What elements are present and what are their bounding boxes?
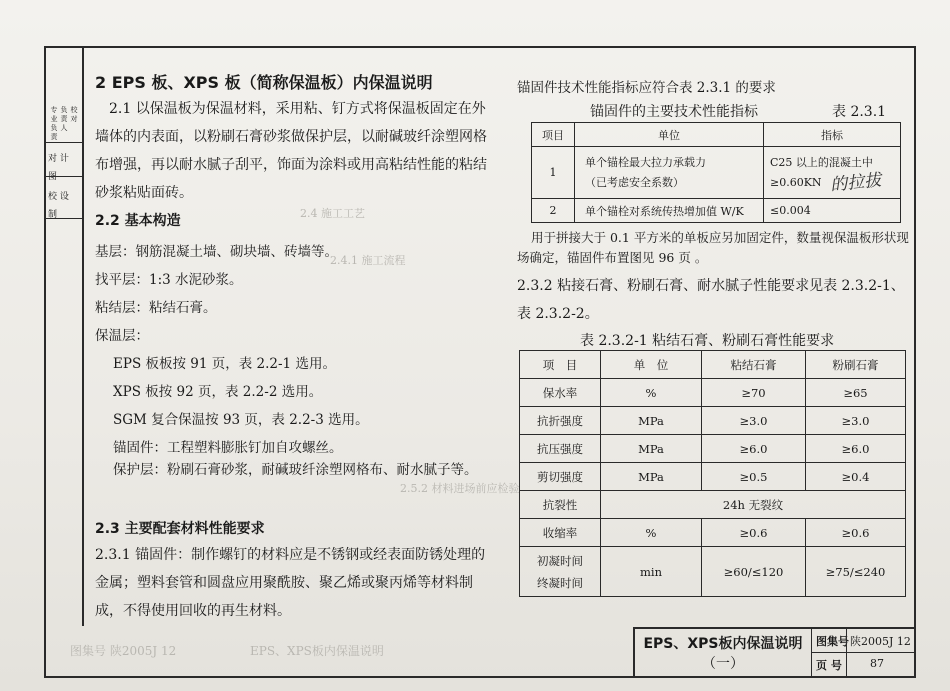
t2-cell: ≥6.0 xyxy=(702,435,806,463)
t2-head-unit: 单 位 xyxy=(601,351,702,379)
t2-cell: MPa xyxy=(601,463,702,491)
paragraph-2-1: 2.1 以保温板为保温材料，采用粘、钉方式将保温板固定在外墙体的内表面，以粉刷石膏砂浆做保护层，以耐碱玻纤涂塑网格布增强，再以耐水腻子刮平，饰面为涂料或用高粘结性能的粘结砂浆粘贴面砖。 xyxy=(95,101,487,201)
role-check: 对 xyxy=(48,154,58,164)
page-number: 87 xyxy=(870,657,884,670)
t2-cell: ≥3.0 xyxy=(806,407,906,435)
t2-cell: 抗压强度 xyxy=(520,435,601,463)
t2-cell: ≥60/≤120 xyxy=(702,547,806,597)
t2-cell: MPa xyxy=(601,435,702,463)
table1-number: 表 2.3.1 xyxy=(832,104,887,120)
t1-head-item: 项目 xyxy=(532,123,575,147)
t2-cell: min xyxy=(601,547,702,597)
text-protection-layer: 保护层：粉刷石膏砂浆，耐碱玻纤涂塑网格布、耐水腻子等。 xyxy=(113,462,478,478)
sheet-title: EPS、XPS板内保温说明 xyxy=(643,636,803,652)
t2-cell: ≥0.6 xyxy=(806,519,906,547)
atlas-number: 陕2005J 12 xyxy=(850,635,911,648)
table-row xyxy=(520,379,906,407)
t2-cell: ≥3.0 xyxy=(702,407,806,435)
table1-note: 用于拼接大于 0.1 平方米的单板应另加固定件，数量视保温板形状现场确定，锚固件布置图见 96 页 。 xyxy=(517,230,909,265)
title-block xyxy=(633,627,914,676)
table1-title: 锚固件的主要技术性能指标 xyxy=(590,104,758,120)
table2-title: 表 2.3.2-1 粘结石膏、粉刷石膏性能要求 xyxy=(580,333,835,349)
handwritten-note: 的拉拔 xyxy=(829,170,883,196)
text-leveling-layer: 找平层：1:3 水泥砂浆。 xyxy=(95,272,243,288)
t1-r1-unit2: （已考虑安全系数） xyxy=(585,175,684,189)
t2-head-item: 项 目 xyxy=(520,351,601,379)
role-proof: 校 xyxy=(48,192,58,202)
role-designer: 设 xyxy=(59,192,69,202)
table-row xyxy=(520,435,906,463)
t2-head-plaster: 粉刷石膏 xyxy=(806,351,906,379)
sidebar-label-2: 负责人 xyxy=(60,106,68,133)
t1-head-index: 指标 xyxy=(764,123,901,147)
t2-cell: 抗裂性 xyxy=(520,491,601,519)
table-row xyxy=(520,491,906,519)
subheading-2-2: 2.2 基本构造 xyxy=(95,213,181,229)
t1-r2-unit: 单个锚栓对系统传热增加值 W/K xyxy=(575,199,764,223)
t2-cell: ≥6.0 xyxy=(806,435,906,463)
t2-cell: ≥75/≤240 xyxy=(806,547,906,597)
t1-r1-unit1: 单个锚栓最大拉力承载力 xyxy=(585,155,706,169)
t2-cell: ≥0.5 xyxy=(702,463,806,491)
role-design: 计 xyxy=(59,154,69,164)
t2-cell: ≥70 xyxy=(702,379,806,407)
ghost-atlas: 图集号 陕2005J 12 xyxy=(70,644,177,658)
t2-cell: 收缩率 xyxy=(520,519,601,547)
table-row xyxy=(520,519,906,547)
t1-r1-ind2: ≥0.60KN xyxy=(770,175,822,189)
t2-cell: % xyxy=(601,519,702,547)
t1-r1-no: 1 xyxy=(532,147,575,199)
t2-cell: 剪切强度 xyxy=(520,463,601,491)
t1-r2-ind: ≤0.004 xyxy=(764,199,901,223)
t2-head-bond: 粘结石膏 xyxy=(702,351,806,379)
sidebar-label-1: 专业负责 xyxy=(50,106,58,142)
text-xps: XPS 板按 92 页，表 2.2-2 选用。 xyxy=(113,384,323,400)
table-intro: 锚固件技术性能指标应符合表 2.3.1 的要求 xyxy=(517,80,776,96)
table-row xyxy=(520,407,906,435)
role-drafter: 制 xyxy=(48,210,58,220)
t2-cell: 24h 无裂纹 xyxy=(601,491,906,519)
text-eps: EPS 板板按 91 页，表 2.2-1 选用。 xyxy=(113,356,336,372)
t2-cell: ≥0.6 xyxy=(702,519,806,547)
t2-cell: 抗折强度 xyxy=(520,407,601,435)
sidebar-label-3: 校对 xyxy=(70,106,78,124)
signature-strip xyxy=(44,46,84,626)
t2-cell: ≥0.4 xyxy=(806,463,906,491)
t2-cell: MPa xyxy=(601,407,702,435)
drawing-sheet: 专业负责 负责人 校对 对 计 图 校 设 制 2.4 施工工艺 2.4.1 施工流程 2.5.2 材料进场前应检验 图集号 陕2005J 12 EPS、XPS板内保温说明 2 EPS 板、XPS 板（简称保温板）内保温说明 2.1 以保温板为保温材料，采用粘、钉方式将保温板固定在外墙体的内表面，以粉刷石膏砂浆做保护层，以耐碱玻纤涂塑网格布增强，再以耐水腻子刮平，饰面为涂料或用高粘结性能的粘结砂浆粘贴面砖。 2.2 基本构造 基层：钢筋混凝土墙、砌块墙、砖墙等。 找平层：1:3 水泥砂浆。 粘结层：粘结石膏。 保温层： EPS 板板按 91 页，表 2.2-1 选用。 XPS 板按 92 页，表 2.2-2 选用。 SGM 复合保温按 93 页，表 2.2-3 选用。 锚固件：工程塑料膨胀钉加自攻螺丝。 保护层：粉刷石膏砂浆，耐碱玻纤涂塑网格布、耐水腻子等。 2.3 主要配套材料性能要求 2.3.1 锚固件：制作螺钉的材料应是不锈钢或经表面防锈处理的金属；塑料套管和圆盘应用聚酰胺、聚乙烯或聚丙烯等材料制成，不得使用回收的再生材料。 锚固件技术性能指标应符合表 2.3.1 的要求 锚固件的主要技术性能指标 表 2.3.1 项目 单位 指标 1 单个锚栓最大拉力承载力 （已考虑安全系数） C25 以上的混凝土中 ≥0.60KN 2 单个锚栓对系统传热增加值 W/K ≤0.004 的拉拔 用于拼接大于 0.1 平方米的单板应另加固定件，数量视保温板形状现场确定，锚固件布置图见 96 页 。 2.3.2 粘接石膏、粉刷石膏、耐水腻子性能要求见表 2.3.2-1、表 2.3.2-2。 表 2.3.2-1 粘结石膏、粉刷石膏性能要求 项 目 单 位 粘结石膏 粉刷石膏 保水率 % ≥70 ≥65 抗折强度 MPa ≥3.0 ≥3.0 抗压强度 MPa ≥6.0 ≥6.0 剪切强度 MPa ≥0.5 ≥0.4 抗裂性 24h 无裂纹 收缩率 % ≥0.6 ≥0.6 初凝时间 终凝时间 min ≥60/≤120 ≥75/≤240 EPS、XPS板内保温说明 （一） 图集号 陕2005J 12 页 号 87 xyxy=(0,0,950,691)
t2-cell: 初凝时间 xyxy=(537,553,583,568)
paragraph-2-3-2: 2.3.2 粘接石膏、粉刷石膏、耐水腻子性能要求见表 2.3.2-1、表 2.3.2-2。 xyxy=(517,278,905,322)
t1-r2-no: 2 xyxy=(532,199,575,223)
t2-cell: 保水率 xyxy=(520,379,601,407)
section-heading: 2 EPS 板、XPS 板（简称保温板）内保温说明 xyxy=(95,73,433,92)
subheading-2-3: 2.3 主要配套材料性能要求 xyxy=(95,521,265,537)
text-bond-layer: 粘结层：粘结石膏。 xyxy=(95,300,217,316)
ghost-title: EPS、XPS板内保温说明 xyxy=(250,644,384,658)
t1-r1-ind1: C25 以上的混凝土中 xyxy=(770,155,873,169)
text-base-layer: 基层：钢筋混凝土墙、砌块墙、砖墙等。 xyxy=(95,244,338,260)
table-row xyxy=(520,547,906,597)
t2-cell: ≥65 xyxy=(806,379,906,407)
page-label: 页 号 xyxy=(816,659,842,672)
paragraph-2-3-1: 2.3.1 锚固件：制作螺钉的材料应是不锈钢或经表面防锈处理的金属；塑料套管和圆盘应用聚酰胺、聚乙烯或聚丙烯等材料制成，不得使用回收的再生材料。 xyxy=(95,547,486,619)
t1-head-unit: 单位 xyxy=(575,123,764,147)
role-draw: 图 xyxy=(48,172,58,182)
t2-cell: % xyxy=(601,379,702,407)
text-insulation-layer: 保温层： xyxy=(95,328,149,344)
t2-cell: 终凝时间 xyxy=(537,575,583,590)
sheet-subtitle: （一） xyxy=(702,656,744,672)
gypsum-performance-table xyxy=(519,350,906,597)
text-anchor: 锚固件：工程塑料膨胀钉加自攻螺丝。 xyxy=(113,440,343,456)
text-sgm: SGM 复合保温按 93 页，表 2.2-3 选用。 xyxy=(113,412,369,428)
table-row xyxy=(520,463,906,491)
atlas-label: 图集号 xyxy=(816,635,849,648)
